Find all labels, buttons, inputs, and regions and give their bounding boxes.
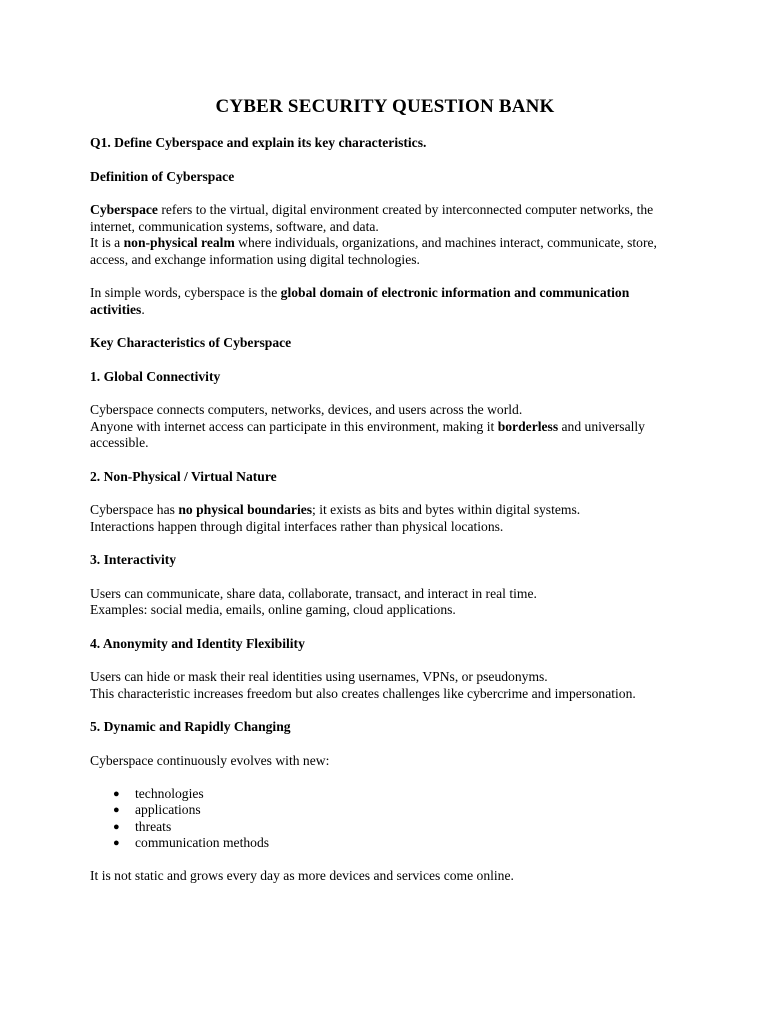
section-5-intro: Cyberspace continuously evolves with new: (90, 752, 330, 768)
list-item (90, 819, 680, 835)
summary-bold: global domain of electronic information and communication activities (90, 285, 630, 317)
section-1-line2-bold: borderless (497, 418, 559, 434)
definition-term: Cyberspace (90, 202, 158, 217)
section-2-body (90, 502, 680, 535)
section-4-heading: 4. Anonymity and Identity Flexibility (90, 635, 305, 651)
bullet-icon: ● (113, 788, 120, 800)
section-2-heading: 2. Non-Physical / Virtual Nature (90, 468, 277, 484)
section-1-line2-rest: and universally accessible. (90, 418, 645, 450)
document-page (90, 96, 680, 885)
section-2-line2: Interactions happen through digital interfaces rather than physical locations. (90, 518, 504, 534)
list-item (90, 786, 680, 802)
list-item-text: communication methods (135, 834, 270, 850)
bullet-icon: ● (113, 836, 120, 849)
bullet-icon: ● (113, 804, 120, 817)
section-1-heading: 1. Global Connectivity (90, 368, 221, 384)
definition-line2-rest: where individuals, organizations, and machines interact, communicate, store, access, and exchange information using digital technologies. (90, 235, 657, 267)
section-3-line1: Users can communicate, share data, collaborate, transact, and interact in real time. (90, 585, 537, 601)
definition-line2-bold: non-physical realm (123, 235, 235, 250)
definition-paragraph (90, 202, 680, 268)
list-item-text: threats (135, 818, 172, 834)
list-item-text: technologies (135, 786, 204, 801)
list-item-text: applications (135, 802, 201, 818)
section-5-closing: It is not static and grows every day as more devices and services come online. (90, 868, 514, 884)
definition-line2-pre: It is a (90, 235, 124, 250)
section-3-heading: 3. Interactivity (90, 552, 177, 567)
summary-rest: . (141, 301, 145, 317)
section-4-line2: This characteristic increases freedom but also creates challenges like cybercrime and impersonation. (90, 685, 636, 701)
definition-heading: Definition of Cyberspace (90, 168, 235, 184)
section-5-bullet-list (90, 786, 680, 851)
section-2-line1-pre: Cyberspace has (90, 502, 179, 517)
question-heading: Q1. Define Cyberspace and explain its key characteristics. (90, 135, 427, 150)
summary-pre: In simple words, cyberspace is the (90, 285, 281, 300)
section-5-heading: 5. Dynamic and Rapidly Changing (90, 719, 291, 734)
section-1-line2-pre: Anyone with internet access can participate in this environment, making it (90, 418, 498, 434)
list-item (90, 802, 680, 818)
list-item (90, 835, 680, 851)
definition-summary (90, 285, 680, 318)
section-1-body (90, 402, 680, 452)
key-characteristics-heading: Key Characteristics of Cyberspace (90, 335, 292, 350)
section-3-body (90, 586, 680, 619)
section-3-line2: Examples: social media, emails, online gaming, cloud applications. (90, 602, 456, 617)
definition-text: refers to the virtual, digital environment created by interconnected computer networks, the internet, communication systems, software, and data. (90, 202, 654, 234)
section-4-line1: Users can hide or mask their real identities using usernames, VPNs, or pseudonyms. (90, 669, 548, 684)
bullet-icon: ● (113, 820, 120, 833)
section-1-line1: Cyberspace connects computers, networks, devices, and users across the world. (90, 402, 523, 417)
document-title: CYBER SECURITY QUESTION BANK (215, 96, 555, 117)
section-4-body (90, 669, 680, 702)
section-2-line1-bold: no physical boundaries (178, 502, 313, 517)
section-2-line1-rest: ; it exists as bits and bytes within digital systems. (312, 502, 581, 517)
